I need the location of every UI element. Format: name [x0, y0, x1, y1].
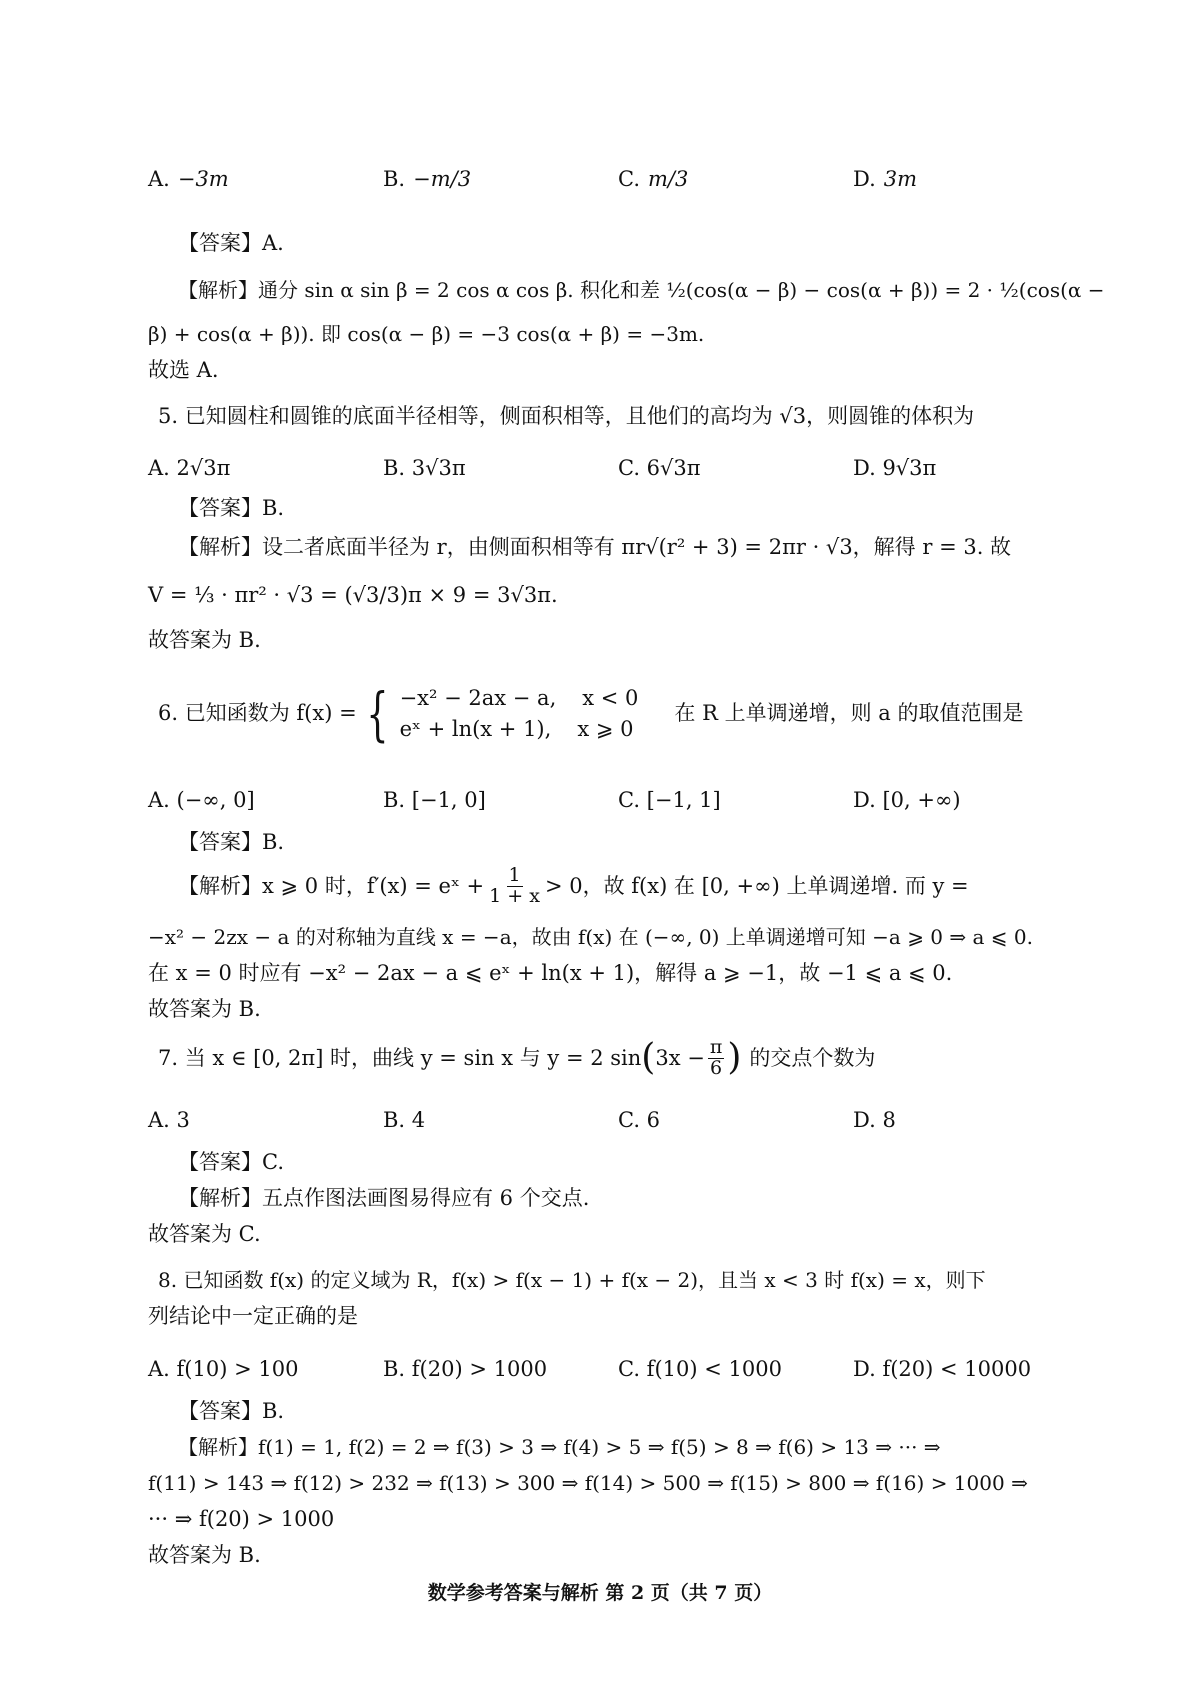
q6-analysis-line-1	[178, 866, 1060, 907]
q7-analysis: 【解析】五点作图法画图易得应有 6 个交点.	[178, 1186, 590, 1210]
q6-option-b: B. [−1, 0]	[383, 788, 486, 812]
q7-option-d: D. 8	[853, 1108, 896, 1132]
q5-analysis-line-2: V = ⅓ · πr² · √3 = (√3/3)π × 9 = 3√3π.	[148, 583, 558, 607]
q4-option-b	[383, 167, 471, 191]
option-letter: B.	[383, 167, 406, 191]
q5-analysis-line-1: 【解析】设二者底面半径为 r，由侧面积相等有 πr√(r² + 3) = 2πr · √3，解得 r = 3. 故	[178, 535, 1012, 559]
q8-option-a: A. f(10) > 100	[148, 1357, 299, 1381]
q7-options	[148, 1108, 1068, 1148]
q5-option-d: D. 9√3π	[853, 456, 937, 480]
q6-case-1	[400, 686, 639, 711]
q6-cases	[400, 686, 639, 742]
q8-conclusion: 故答案为 B.	[148, 1543, 261, 1567]
q8-options	[148, 1357, 1068, 1397]
q7-option-c: C. 6	[618, 1108, 661, 1132]
q7-stem	[158, 1038, 1060, 1079]
case-expression: −x² − 2ax − a,	[399, 685, 557, 710]
fraction-denominator: 1 + x	[489, 884, 540, 907]
q8-option-d: D. f(20) < 10000	[853, 1357, 1032, 1381]
option-letter: C.	[618, 167, 640, 191]
q6-analysis-line-2: −x² − 2zx − a 的对称轴为直线 x = −a，故由 f(x) 在 (−∞, 0) 上单调递增可知 −a ⩾ 0 ⇒ a ⩽ 0.	[148, 925, 1033, 949]
option-value: 3m	[883, 167, 918, 191]
q7-option-b: B. 4	[383, 1108, 426, 1132]
q6-answer: 【答案】B.	[178, 830, 285, 854]
q6-conclusion: 故答案为 B.	[148, 997, 261, 1021]
fraction-denominator: 6	[710, 1056, 723, 1079]
q8-analysis-line-3: ··· ⇒ f(20) > 1000	[148, 1507, 335, 1531]
q4-option-c	[618, 167, 688, 191]
q7-stem-inner: 3x −	[655, 1045, 705, 1070]
case-expression: eˣ + ln(x + 1),	[399, 717, 552, 741]
q6-stem-suffix: 在 R 上单调递增，则 a 的取值范围是	[674, 701, 1024, 726]
q8-analysis-line-2: f(11) > 143 ⇒ f(12) > 232 ⇒ f(13) > 300 ⇒ f(14) > 500 ⇒ f(15) > 800 ⇒ f(16) > 1000 ⇒	[148, 1471, 1028, 1495]
analysis-text: 【解析】x ⩾ 0 时，f′(x) = eˣ +	[178, 873, 485, 898]
option-value: −m/3	[413, 167, 472, 191]
q8-option-b: B. f(20) > 1000	[383, 1357, 548, 1381]
option-letter: D.	[853, 167, 876, 191]
q4-options	[148, 167, 1068, 207]
q5-option-a: A. 2√3π	[148, 456, 231, 480]
fraction-numerator: π	[709, 1036, 723, 1058]
option-value: −3m	[177, 167, 229, 191]
q5-stem: 5. 已知圆柱和圆锥的底面半径相等，侧面积相等，且他们的高均为 √3，则圆锥的体积为	[158, 404, 975, 428]
q8-answer: 【答案】B.	[178, 1399, 285, 1423]
q4-analysis-line-2: β) + cos(α + β)). 即 cos(α − β) = −3 cos(α + β) = −3m.	[148, 322, 705, 346]
q6-option-d: D. [0, +∞)	[853, 788, 961, 812]
left-brace-icon: {	[366, 680, 389, 748]
q8-analysis-line-1: 【解析】f(1) = 1, f(2) = 2 ⇒ f(3) > 3 ⇒ f(4) > 5 ⇒ f(5) > 8 ⇒ f(6) > 13 ⇒ ··· ⇒	[178, 1435, 941, 1459]
q5-option-c: C. 6√3π	[618, 456, 701, 480]
q4-conclusion: 故选 A.	[148, 358, 219, 382]
q8-option-c: C. f(10) < 1000	[618, 1357, 782, 1381]
q6-option-a: A. (−∞, 0]	[148, 788, 255, 812]
q6-option-c: C. [−1, 1]	[618, 788, 721, 812]
analysis-text: > 0，故 f(x) 在 [0, +∞) 上单调递增. 而 y =	[544, 873, 969, 898]
option-value: m/3	[648, 167, 689, 191]
q6-case-2	[400, 717, 639, 742]
q8-stem-line-2: 列结论中一定正确的是	[148, 1304, 358, 1328]
q6-options	[148, 788, 1068, 828]
page-footer: 数学参考答案与解析 第 2 页（共 7 页）	[427, 1582, 773, 1604]
fraction	[708, 1038, 725, 1079]
q4-option-d	[853, 167, 917, 191]
q4-answer: 【答案】A.	[178, 231, 284, 255]
left-paren-icon: (	[641, 1037, 656, 1079]
q8-stem-line-1: 8. 已知函数 f(x) 的定义域为 R，f(x) > f(x − 1) + f(x − 2)，且当 x < 3 时 f(x) = x，则下	[158, 1268, 986, 1292]
q7-stem-text: 7. 当 x ∈ [0, 2π] 时，曲线 y = sin x 与 y = 2 sin	[158, 1045, 642, 1070]
q5-options	[148, 456, 1068, 496]
q6-piecewise-function	[158, 680, 1024, 748]
fraction-numerator: 1	[508, 864, 521, 886]
q5-option-b: B. 3√3π	[383, 456, 466, 480]
case-condition: x ⩾ 0	[577, 717, 634, 741]
q7-option-a: A. 3	[148, 1108, 190, 1132]
fraction	[487, 866, 542, 907]
q6-stem-prefix: 6. 已知函数为 f(x) =	[158, 701, 357, 726]
q4-option-a	[148, 167, 229, 191]
q7-stem-text: 的交点个数为	[749, 1045, 876, 1070]
q5-answer: 【答案】B.	[178, 496, 285, 520]
q6-stem	[158, 680, 1060, 748]
q6-analysis-line-3: 在 x = 0 时应有 −x² − 2ax − a ⩽ eˣ + ln(x + 1)，解得 a ⩾ −1，故 −1 ⩽ a ⩽ 0.	[148, 961, 953, 985]
q7-conclusion: 故答案为 C.	[148, 1222, 261, 1246]
right-paren-icon: )	[727, 1037, 742, 1079]
q7-answer: 【答案】C.	[178, 1150, 284, 1174]
q5-conclusion: 故答案为 B.	[148, 628, 261, 652]
case-condition: x < 0	[582, 685, 639, 710]
option-letter: A.	[148, 167, 170, 191]
q4-analysis-line-1: 【解析】通分 sin α sin β = 2 cos α cos β. 积化和差 ½(cos(α − β) − cos(α + β)) = 2 · ½(cos(α −	[178, 278, 1105, 302]
